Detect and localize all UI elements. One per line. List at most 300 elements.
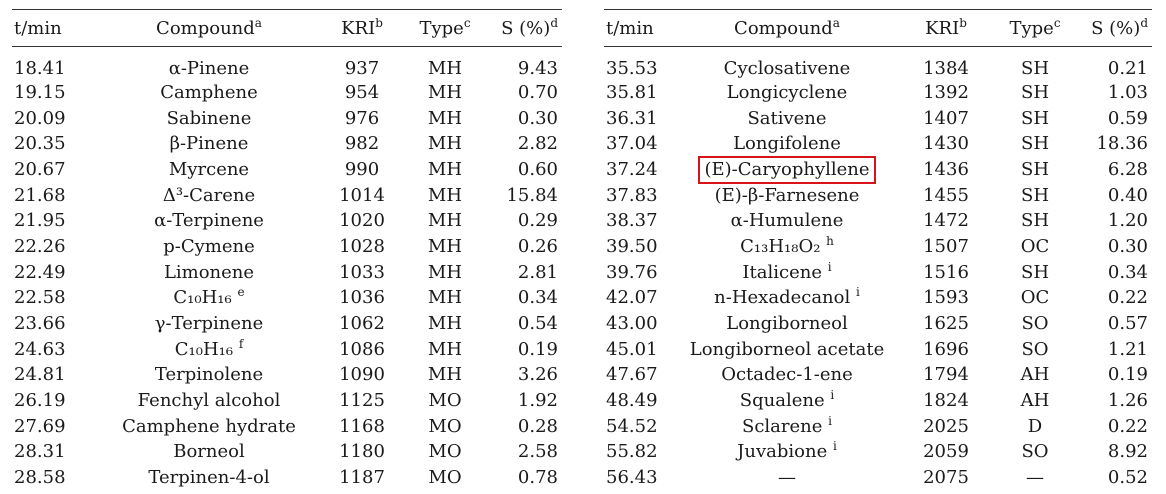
compound-cell <box>104 183 314 209</box>
compound-cell <box>682 388 892 414</box>
table-row <box>12 47 562 81</box>
kri-cell-text: 2075 <box>923 467 969 489</box>
compound-cell <box>682 47 892 81</box>
compound-cell <box>682 106 892 132</box>
type-cell <box>410 363 480 389</box>
share-cell-text: 8.92 <box>1107 441 1148 463</box>
share-cell-text: 18.36 <box>1096 133 1148 155</box>
table-row <box>604 234 1152 260</box>
type-cell-text: SH <box>1020 210 1050 232</box>
compound-cell-text: β-Pinene <box>169 133 249 155</box>
type-cell-text: MH <box>427 338 463 360</box>
table-row <box>12 234 562 260</box>
kri-cell <box>314 363 410 389</box>
compound-cell <box>682 363 892 389</box>
share-cell <box>480 208 562 234</box>
compound-cell <box>104 80 314 106</box>
kri-cell <box>892 363 1000 389</box>
share-cell <box>480 131 562 157</box>
share-cell <box>1070 157 1152 183</box>
compound-cell-text: Δ³-Carene <box>162 184 256 206</box>
share-cell <box>480 388 562 414</box>
kri-cell <box>892 440 1000 466</box>
share-cell-text: 1.21 <box>1107 338 1148 360</box>
compound-cell <box>682 337 892 363</box>
kri-cell <box>892 157 1000 183</box>
compound-cell-text: Myrcene <box>168 158 250 180</box>
compound-cell <box>104 440 314 466</box>
share-cell-text: 0.34 <box>1107 261 1148 283</box>
retention-time-cell-text: 27.69 <box>14 415 66 437</box>
retention-time-cell-text: 28.31 <box>14 441 66 463</box>
compound-cell-text: γ-Terpinene <box>154 313 264 335</box>
table-row <box>604 47 1152 81</box>
retention-time-cell-text: 37.24 <box>606 158 658 180</box>
compound-cell <box>104 286 314 312</box>
type-cell-text: AH <box>1020 390 1050 412</box>
table-row <box>12 183 562 209</box>
share-cell-text: 0.22 <box>1107 415 1148 437</box>
share-cell <box>1070 106 1152 132</box>
type-cell-text: SH <box>1020 107 1050 129</box>
compound-cell-text: Limonene <box>163 261 255 283</box>
type-cell <box>1000 363 1070 389</box>
type-cell <box>410 414 480 440</box>
table-row <box>604 414 1152 440</box>
header-compound: Compound$^a$ <box>682 10 892 47</box>
type-cell-text: MH <box>427 313 463 335</box>
type-cell <box>410 183 480 209</box>
share-cell <box>480 106 562 132</box>
kri-cell <box>314 311 410 337</box>
kri-cell <box>314 47 410 81</box>
retention-time-cell <box>604 440 682 466</box>
header-time: t/min <box>604 10 682 47</box>
type-cell-text: SH <box>1020 184 1050 206</box>
kri-cell <box>314 414 410 440</box>
compound-cell-text: Sabinene <box>166 107 252 129</box>
type-cell <box>1000 47 1070 81</box>
kri-cell-text: 1028 <box>339 235 385 257</box>
footnote-marker: i <box>832 439 837 454</box>
share-cell <box>480 311 562 337</box>
compound-cell-text: Terpinolene <box>154 364 264 386</box>
share-cell <box>1070 260 1152 286</box>
kri-cell <box>314 80 410 106</box>
compound-table-left <box>12 9 562 491</box>
type-cell <box>410 131 480 157</box>
kri-cell-text: 1168 <box>339 415 385 437</box>
table-row <box>12 363 562 389</box>
share-cell <box>480 440 562 466</box>
kri-cell <box>314 131 410 157</box>
table-row <box>12 388 562 414</box>
retention-time-cell <box>604 131 682 157</box>
compound-cell <box>104 465 314 491</box>
share-cell <box>480 80 562 106</box>
right-table-panel <box>604 9 1152 491</box>
type-cell-text: OC <box>1020 287 1050 309</box>
retention-time-cell-text: 20.09 <box>14 107 66 129</box>
kri-cell-text: 1187 <box>339 467 385 489</box>
retention-time-cell-text: 35.81 <box>606 81 658 103</box>
table-row <box>12 131 562 157</box>
kri-cell-text: 1507 <box>923 235 969 257</box>
share-cell-text: 0.29 <box>517 210 558 232</box>
retention-time-cell-text: 38.37 <box>606 210 658 232</box>
table-row <box>12 311 562 337</box>
compound-cell <box>682 465 892 491</box>
retention-time-cell <box>12 440 104 466</box>
retention-time-cell-text: 37.83 <box>606 184 658 206</box>
compound-cell <box>682 311 892 337</box>
share-cell <box>1070 208 1152 234</box>
footnote-marker: i <box>830 388 835 403</box>
kri-cell <box>892 47 1000 81</box>
share-cell <box>480 47 562 81</box>
retention-time-cell <box>604 80 682 106</box>
compound-cell-text: (E)-β-Farnesene <box>714 184 860 206</box>
type-cell <box>1000 234 1070 260</box>
type-cell-text: SO <box>1021 338 1049 360</box>
share-cell-text: 15.84 <box>506 184 558 206</box>
share-cell <box>1070 131 1152 157</box>
type-cell-text: — <box>1026 467 1044 489</box>
type-cell <box>410 388 480 414</box>
type-cell-text: MH <box>427 133 463 155</box>
retention-time-cell-text: 19.15 <box>14 81 66 103</box>
share-cell-text: 0.57 <box>1107 313 1148 335</box>
retention-time-cell-text: 39.76 <box>606 261 658 283</box>
kri-cell <box>314 388 410 414</box>
kri-cell <box>892 131 1000 157</box>
share-cell <box>480 337 562 363</box>
retention-time-cell <box>604 208 682 234</box>
kri-cell-text: 1593 <box>923 287 969 309</box>
type-cell <box>410 311 480 337</box>
type-cell-text: OC <box>1020 235 1050 257</box>
table-row <box>12 414 562 440</box>
kri-cell-text: 1086 <box>339 338 385 360</box>
retention-time-cell-text: 43.00 <box>606 313 658 335</box>
share-cell <box>1070 414 1152 440</box>
type-cell-text: MH <box>427 81 463 103</box>
share-cell <box>480 465 562 491</box>
table-row <box>604 337 1152 363</box>
retention-time-cell <box>12 131 104 157</box>
kri-cell <box>892 234 1000 260</box>
compound-cell <box>104 260 314 286</box>
highlight-box <box>698 156 875 184</box>
compound-cell-text: Juvabione <box>737 441 828 463</box>
compound-cell <box>682 208 892 234</box>
compound-cell <box>682 234 892 260</box>
retention-time-cell-text: 24.81 <box>14 364 66 386</box>
kri-cell-text: 1472 <box>923 210 969 232</box>
share-cell <box>1070 47 1152 81</box>
type-cell <box>410 337 480 363</box>
share-cell-text: 0.30 <box>517 107 558 129</box>
retention-time-cell-text: 21.68 <box>14 184 66 206</box>
share-cell-text: 0.30 <box>1107 235 1148 257</box>
right-table-body <box>604 47 1152 492</box>
kri-cell-text: 1455 <box>923 184 969 206</box>
share-cell <box>480 414 562 440</box>
header-kri: KRI$^b$ <box>892 10 1000 47</box>
type-cell-text: MH <box>427 261 463 283</box>
kri-cell <box>892 183 1000 209</box>
retention-time-cell-text: 20.35 <box>14 133 66 155</box>
retention-time-cell-text: 37.04 <box>606 133 658 155</box>
type-cell <box>1000 311 1070 337</box>
compound-cell-text: Cyclosativene <box>723 58 851 79</box>
type-cell-text: AH <box>1020 364 1050 386</box>
table-row <box>604 106 1152 132</box>
type-cell <box>1000 414 1070 440</box>
share-cell <box>480 363 562 389</box>
retention-time-cell <box>12 337 104 363</box>
type-cell <box>1000 337 1070 363</box>
retention-time-cell-text: 22.58 <box>14 287 66 309</box>
table-row <box>604 260 1152 286</box>
type-cell <box>1000 183 1070 209</box>
retention-time-cell <box>604 157 682 183</box>
type-cell <box>410 286 480 312</box>
table-row <box>12 440 562 466</box>
compound-cell-text: Longiborneol acetate <box>689 338 885 360</box>
kri-cell-text: 976 <box>344 107 380 129</box>
share-cell <box>480 157 562 183</box>
share-cell-text: 0.34 <box>517 287 558 309</box>
retention-time-cell-text: 42.07 <box>606 287 658 309</box>
share-cell-text: 2.58 <box>517 441 558 463</box>
kri-cell-text: 1430 <box>923 133 969 155</box>
retention-time-cell <box>12 208 104 234</box>
retention-time-cell-text: 28.58 <box>14 467 66 489</box>
type-cell <box>1000 260 1070 286</box>
share-cell-text: 1.26 <box>1107 390 1148 412</box>
retention-time-cell-text: 55.82 <box>606 441 658 463</box>
kri-cell-text: 1020 <box>339 210 385 232</box>
retention-time-cell <box>12 286 104 312</box>
type-cell-text: SO <box>1021 313 1049 335</box>
type-cell-text: MH <box>427 58 463 79</box>
compound-cell <box>682 183 892 209</box>
type-cell <box>1000 131 1070 157</box>
share-cell-text: 0.22 <box>1107 287 1148 309</box>
retention-time-cell-text: 47.67 <box>606 364 658 386</box>
type-cell <box>1000 388 1070 414</box>
kri-cell <box>892 80 1000 106</box>
share-cell <box>1070 440 1152 466</box>
compound-cell-text: Longiborneol <box>726 313 848 335</box>
share-cell <box>1070 363 1152 389</box>
retention-time-cell-text: 22.49 <box>14 261 66 283</box>
compound-cell-text: α-Terpinene <box>154 210 264 232</box>
footnote-marker: e <box>237 285 245 300</box>
share-cell-text: 0.52 <box>1107 467 1148 489</box>
kri-cell-text: 954 <box>344 81 380 103</box>
type-cell-text: SH <box>1020 261 1050 283</box>
retention-time-cell <box>12 311 104 337</box>
compound-cell-text: Octadec-1-ene <box>721 364 853 386</box>
footnote-marker: i <box>828 413 832 428</box>
share-cell <box>480 260 562 286</box>
type-cell <box>410 106 480 132</box>
retention-time-cell-text: 21.95 <box>14 210 66 232</box>
compound-cell-text: Camphene <box>160 81 258 103</box>
retention-time-cell <box>604 388 682 414</box>
compound-cell <box>104 106 314 132</box>
compound-cell-text: α-Humulene <box>730 210 844 232</box>
type-cell-text: MH <box>427 107 463 129</box>
kri-cell-text: 1125 <box>339 390 385 412</box>
share-cell <box>1070 80 1152 106</box>
compound-cell-text: Fenchyl alcohol <box>137 390 281 412</box>
table-row <box>12 337 562 363</box>
kri-cell-text: 1014 <box>339 184 385 206</box>
table-row <box>604 440 1152 466</box>
kri-cell <box>314 183 410 209</box>
compound-cell-text: Squalene <box>739 390 825 412</box>
share-cell <box>480 183 562 209</box>
kri-cell <box>314 337 410 363</box>
table-row <box>604 208 1152 234</box>
compound-cell-text: C₁₃H₁₈O₂ <box>740 235 821 257</box>
type-cell-text: SH <box>1020 133 1050 155</box>
kri-cell-text: 1033 <box>339 261 385 283</box>
compound-cell <box>104 363 314 389</box>
table-row <box>12 157 562 183</box>
type-cell-text: SO <box>1021 441 1049 463</box>
share-cell-text: 0.21 <box>1107 58 1148 79</box>
type-cell-text: SH <box>1020 81 1050 103</box>
share-cell-text: 0.70 <box>517 81 558 103</box>
header-type: Type$^c$ <box>1000 10 1070 47</box>
header-row <box>604 10 1152 47</box>
retention-time-cell <box>12 465 104 491</box>
retention-time-cell <box>604 260 682 286</box>
compound-cell <box>104 208 314 234</box>
compound-cell-text: Longicyclene <box>726 81 848 103</box>
table-row <box>12 208 562 234</box>
kri-cell <box>314 234 410 260</box>
retention-time-cell <box>12 157 104 183</box>
kri-cell-text: 982 <box>344 133 380 155</box>
header-kri: KRI$^b$ <box>314 10 410 47</box>
type-cell <box>1000 440 1070 466</box>
type-cell <box>410 157 480 183</box>
kri-cell-text: 1392 <box>923 81 969 103</box>
retention-time-cell <box>604 414 682 440</box>
kri-cell <box>892 208 1000 234</box>
header-time: t/min <box>12 10 104 47</box>
table-row <box>12 260 562 286</box>
type-cell <box>410 80 480 106</box>
kri-cell <box>314 260 410 286</box>
table-row <box>604 157 1152 183</box>
retention-time-cell <box>12 47 104 81</box>
compound-cell-text: p-Cymene <box>163 235 255 257</box>
compound-cell <box>104 414 314 440</box>
share-cell-text: 6.28 <box>1107 158 1148 180</box>
share-cell <box>1070 286 1152 312</box>
retention-time-cell-text: 23.66 <box>14 313 66 335</box>
share-cell <box>1070 337 1152 363</box>
retention-time-cell-text: 20.67 <box>14 158 66 180</box>
kri-cell <box>892 414 1000 440</box>
compound-cell <box>682 260 892 286</box>
compound-cell <box>104 388 314 414</box>
type-cell-text: MH <box>427 184 463 206</box>
type-cell <box>1000 286 1070 312</box>
kri-cell-text: 1696 <box>923 338 969 360</box>
type-cell <box>410 47 480 81</box>
type-cell <box>1000 157 1070 183</box>
kri-cell-text: 1384 <box>923 58 969 79</box>
type-cell <box>1000 106 1070 132</box>
share-cell-text: 1.20 <box>1107 210 1148 232</box>
retention-time-cell <box>12 414 104 440</box>
kri-cell <box>892 260 1000 286</box>
kri-cell-text: 1824 <box>923 390 969 412</box>
left-table-panel <box>12 9 562 491</box>
kri-cell-text: 1794 <box>923 364 969 386</box>
compound-cell-text: Sativene <box>747 107 827 129</box>
retention-time-cell-text: 24.63 <box>14 338 66 360</box>
type-cell-text: MO <box>428 441 462 463</box>
header-compound: Compound$^a$ <box>104 10 314 47</box>
share-cell-text: 0.60 <box>517 158 558 180</box>
retention-time-cell <box>604 337 682 363</box>
header-row <box>12 10 562 47</box>
share-cell-text: 0.26 <box>517 235 558 257</box>
retention-time-cell <box>12 260 104 286</box>
retention-time-cell <box>12 183 104 209</box>
kri-cell-text: 2059 <box>923 441 969 463</box>
kri-cell <box>314 106 410 132</box>
kri-cell-text: 990 <box>344 158 380 180</box>
compound-cell-text: Camphene hydrate <box>122 415 296 437</box>
share-cell <box>1070 311 1152 337</box>
type-cell-text: MH <box>427 364 463 386</box>
kri-cell-text: 1090 <box>339 364 385 386</box>
kri-cell-text: 1436 <box>923 158 969 180</box>
type-cell <box>410 465 480 491</box>
retention-time-cell <box>12 388 104 414</box>
kri-cell-text: 1625 <box>923 313 969 335</box>
retention-time-cell-text: 45.01 <box>606 338 658 360</box>
left-table-body <box>12 47 562 492</box>
type-cell <box>1000 208 1070 234</box>
table-row <box>604 286 1152 312</box>
kri-cell-text: 2025 <box>923 415 969 437</box>
retention-time-cell <box>12 80 104 106</box>
type-cell-text: D <box>1027 415 1043 437</box>
compound-cell <box>104 47 314 81</box>
kri-cell-text: 1036 <box>339 287 385 309</box>
kri-cell <box>314 157 410 183</box>
retention-time-cell-text: 22.26 <box>14 235 66 257</box>
table-row <box>12 106 562 132</box>
footnote-marker: i <box>827 259 832 274</box>
share-cell-text: 0.40 <box>1107 184 1148 206</box>
retention-time-cell-text: 48.49 <box>606 390 658 412</box>
table-row <box>12 80 562 106</box>
share-cell <box>1070 183 1152 209</box>
kri-cell <box>892 311 1000 337</box>
footnote-marker: i <box>855 285 860 300</box>
